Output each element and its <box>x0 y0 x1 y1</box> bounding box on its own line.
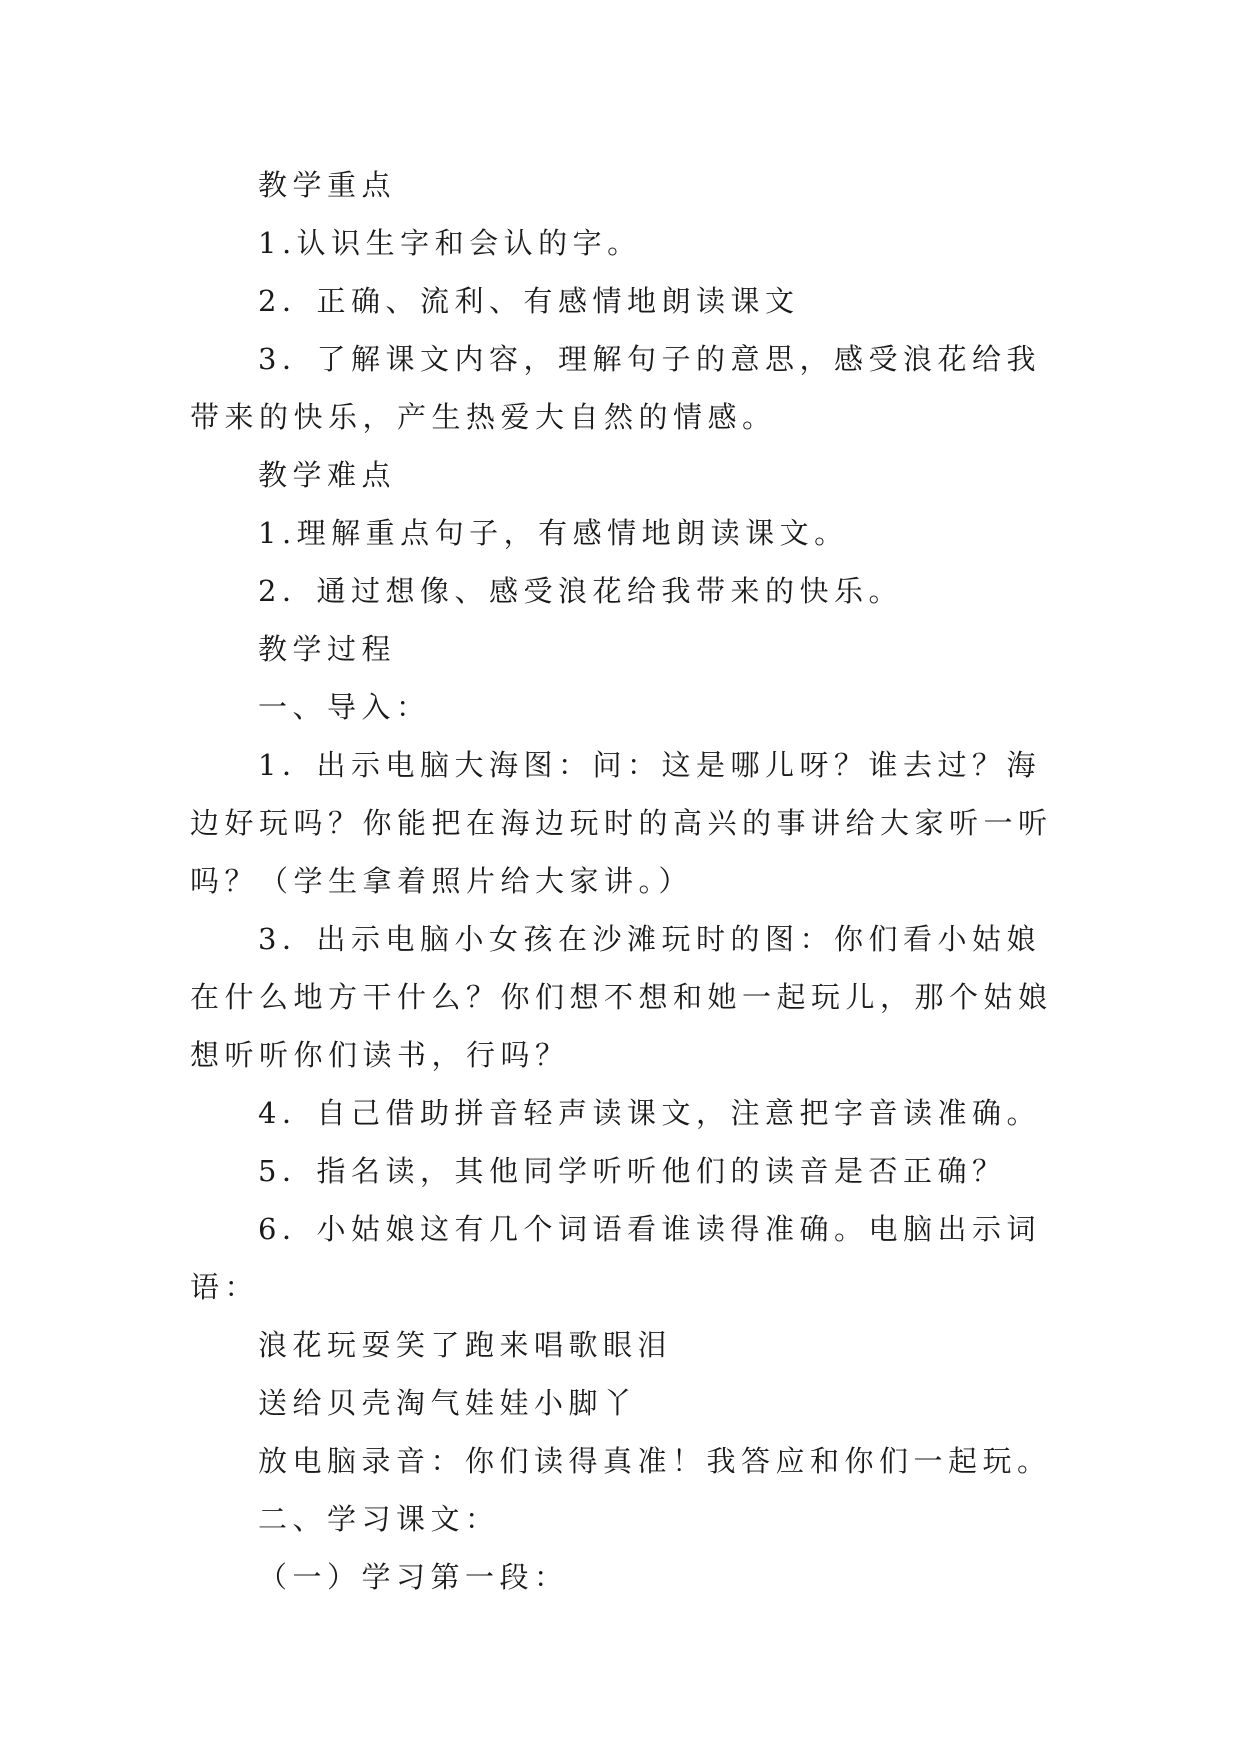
intro-step-3: 3．出示电脑小女孩在沙滩玩时的图：你们看小姑娘在什么地方干什么？你们想不想和她一起玩儿，那个姑娘想听听你们读书，行吗？ <box>190 922 1053 1072</box>
document-body <box>190 156 1060 1606</box>
heading-teaching-difficulty: 教学难点 <box>258 458 397 492</box>
focus-item-3: 3．了解课文内容，理解句子的意思，感受浪花给我带来的快乐，产生热爱大自然的情感。 <box>190 342 1041 434</box>
difficulty-item-2: 2．通过想像、感受浪花给我带来的快乐。 <box>258 574 903 608</box>
focus-item-1: 1.认识生字和会认的字。 <box>258 226 642 260</box>
intro-step-4: 4．自己借助拼音轻声读课文，注意把字音读准确。 <box>258 1096 1041 1130</box>
section-study-text: 二、学习课文： <box>258 1502 500 1536</box>
heading-teaching-focus: 教学重点 <box>258 168 397 202</box>
vocabulary-line-2: 送给贝壳淘气娃娃小脚丫 <box>258 1386 638 1420</box>
subsection-paragraph-one: （一）学习第一段： <box>258 1560 569 1594</box>
section-introduction: 一、导入： <box>258 690 431 724</box>
audio-note: 放电脑录音：你们读得真准！我答应和你们一起玩。 <box>258 1444 1052 1478</box>
focus-item-2: 2．正确、流利、有感情地朗读课文 <box>258 284 800 318</box>
intro-step-1: 1．出示电脑大海图：问：这是哪儿呀？谁去过？海边好玩吗？你能把在海边玩时的高兴的事讲给大家听一听吗？（学生拿着照片给大家讲。） <box>190 748 1053 898</box>
difficulty-item-1: 1.理解重点句子，有感情地朗读课文。 <box>258 516 849 550</box>
intro-step-5: 5．指名读，其他同学听听他们的读音是否正确？ <box>258 1154 1007 1188</box>
intro-step-6: 6．小姑娘这有几个词语看谁读得准确。电脑出示词语： <box>190 1212 1041 1304</box>
heading-teaching-process: 教学过程 <box>258 632 397 666</box>
vocabulary-line-1: 浪花玩耍笑了跑来唱歌眼泪 <box>258 1328 673 1362</box>
